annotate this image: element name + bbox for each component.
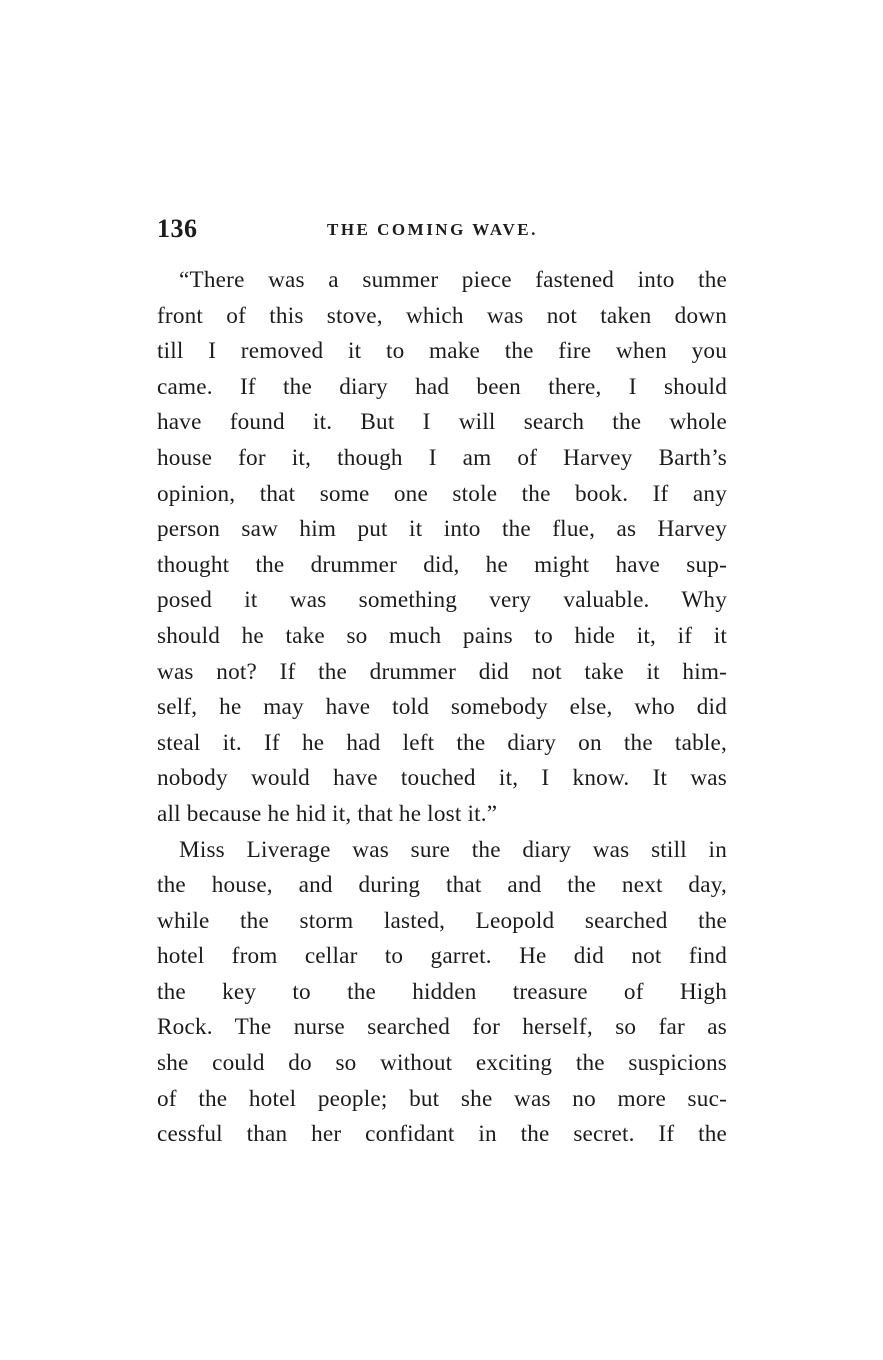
text-line: she could do so without exciting the suspicions (157, 1050, 727, 1077)
text-line: of the hotel people; but she was no more suc- (157, 1085, 727, 1112)
text-line: all because he hid it, that he lost it.” (157, 800, 498, 827)
text-line: till I removed it to make the fire when you (157, 338, 727, 365)
text-line: self, he may have told somebody else, who did (157, 694, 727, 721)
running-title: THE COMING WAVE. (327, 220, 538, 239)
text-line: while the storm lasted, Leopold searched the (157, 907, 727, 934)
text-line: the key to the hidden treasure of High (157, 978, 727, 1005)
text-line: the house, and during that and the next day, (157, 872, 727, 899)
text-line: should he take so much pains to hide it, if it (157, 622, 727, 649)
text-line: opinion, that some one stole the book. If any (157, 480, 727, 507)
text-line: Rock. The nurse searched for herself, so far as (157, 1014, 727, 1041)
text-line: was not? If the drummer did not take it him- (157, 658, 727, 685)
text-line: steal it. If he had left the diary on the table, (157, 729, 727, 756)
text-line: front of this stove, which was not taken down (157, 302, 727, 329)
text-line: nobody would have touched it, I know. It was (157, 765, 727, 792)
paragraph-1 (157, 263, 727, 833)
text-line: person saw him put it into the flue, as Harvey (157, 516, 727, 543)
text-line: came. If the diary had been there, I should (157, 373, 727, 400)
paragraph-2 (157, 833, 727, 1153)
text-line: Miss Liverage was sure the diary was still in (179, 836, 727, 863)
page-number: 136 (157, 214, 198, 243)
text-line: house for it, though I am of Harvey Barth’s (157, 444, 727, 471)
text-line: hotel from cellar to garret. He did not find (157, 943, 727, 970)
text-line: posed it was something very valuable. Why (157, 587, 727, 614)
body-text (157, 263, 727, 1153)
running-head (157, 214, 727, 254)
text-line: have found it. But I will search the whole (157, 409, 727, 436)
text-line: cessful than her confidant in the secret. If the (157, 1121, 727, 1148)
text-line: “There was a summer piece fastened into the (179, 267, 727, 293)
text-line: thought the drummer did, he might have sup- (157, 551, 727, 578)
